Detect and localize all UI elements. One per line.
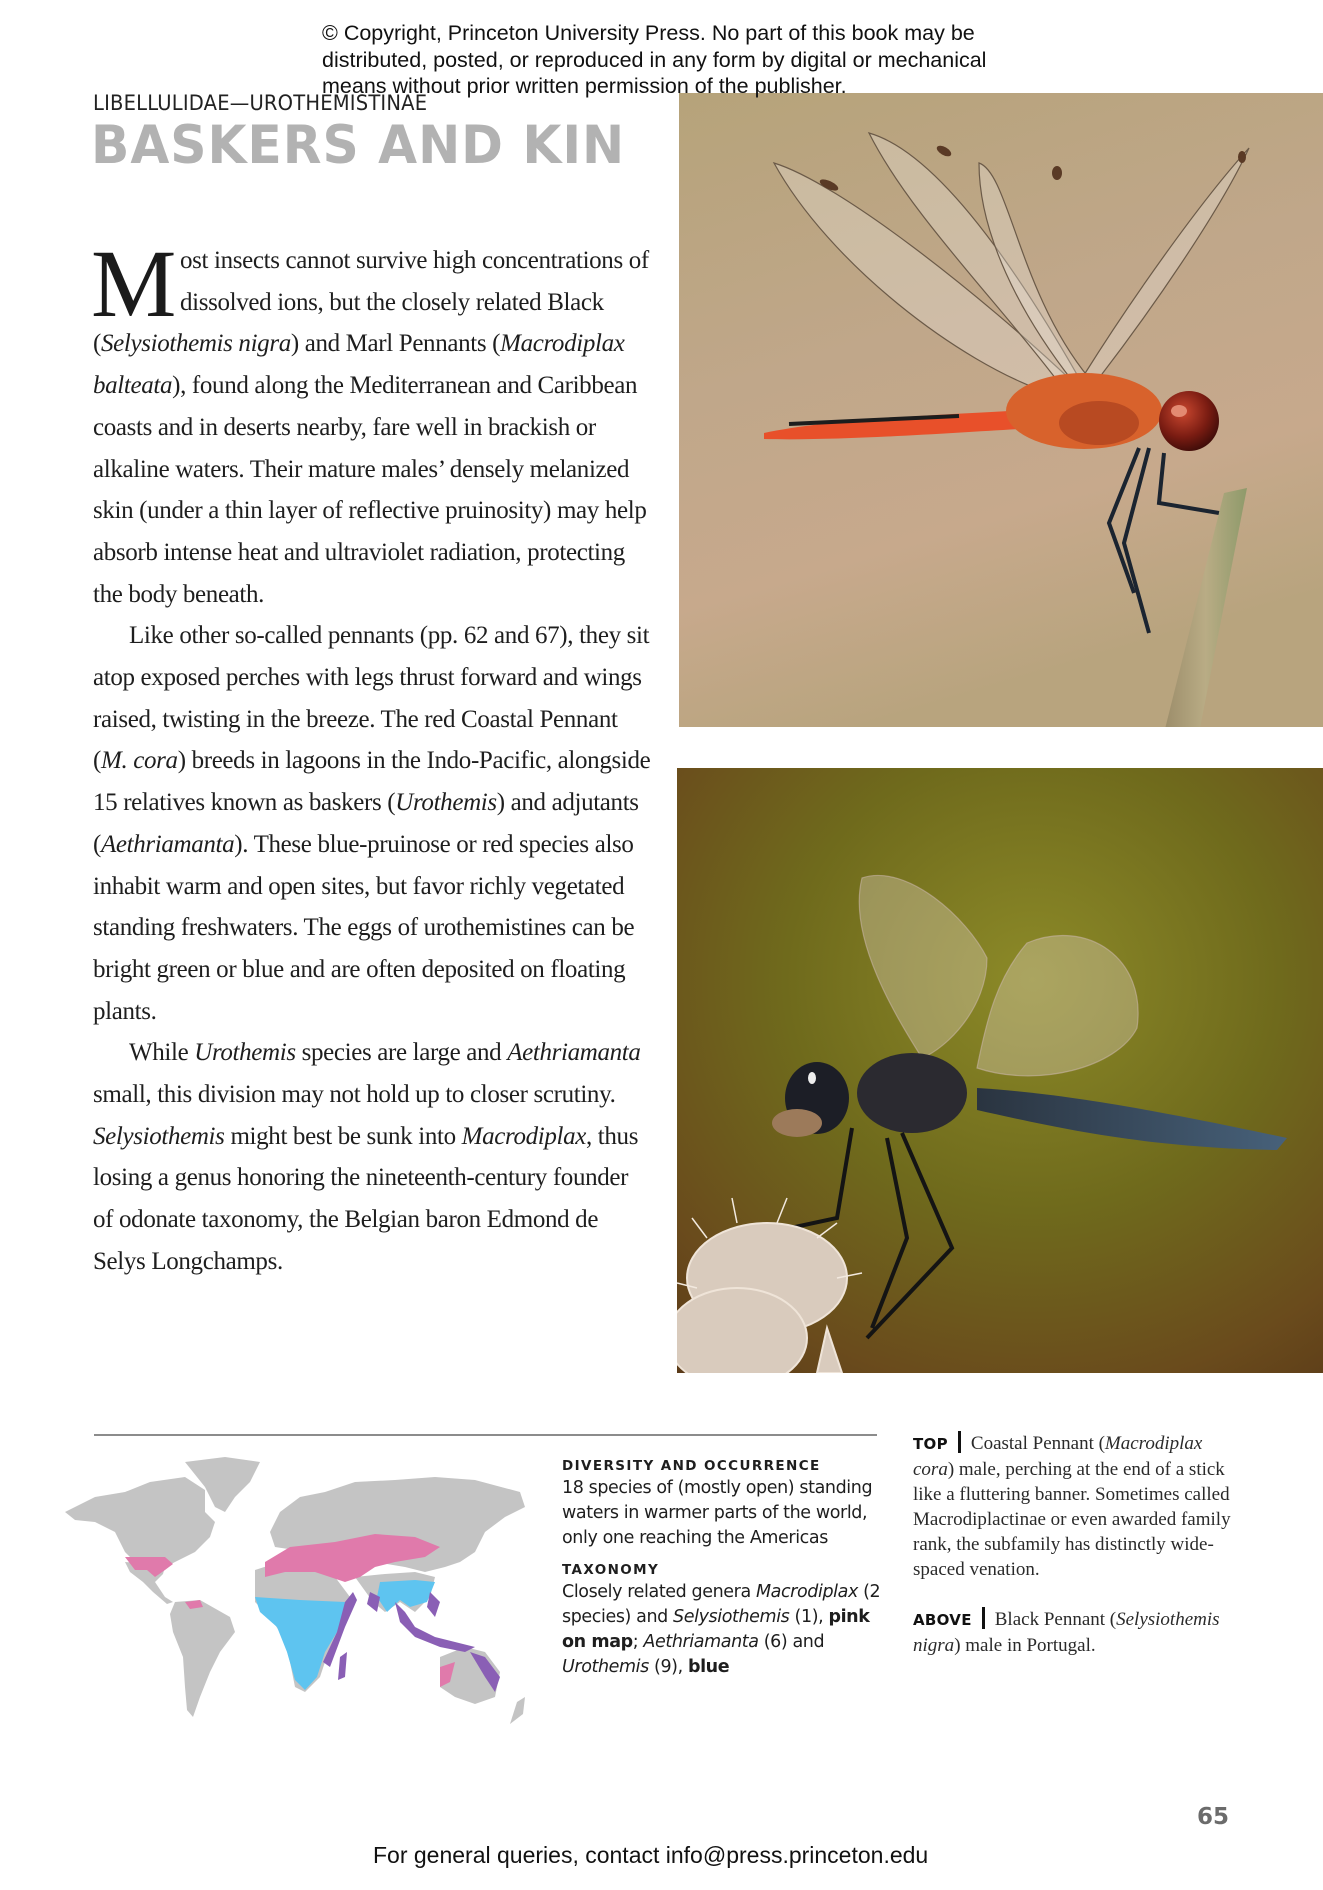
paragraph-1-text [91,230,649,608]
italic-run: Urothemis [562,1657,649,1677]
text-run: Black Pennant ( [994,1609,1117,1630]
italic-run: M. cora [100,747,178,775]
text-run: ) male, perching at the end of a stick like a fluttering banner. Sometimes called Macrodiplactinae or even awarded family rank, the subfamily has distinctly wide-spaced venation. [913,1459,1231,1580]
body-text [91,230,653,1283]
caption-divider-bar [958,1431,961,1453]
text-run: (2 species) and [562,1582,881,1627]
italic-run: Selysiothemis [673,1607,790,1627]
taxonomy-text [562,1580,892,1680]
copyright-line: distributed, posted, or reproduced in any form by digital or mechanical [322,47,987,72]
photo-captions [913,1431,1233,1658]
photo-black-pennant [677,768,1323,1373]
copyright-notice [322,20,1042,100]
bold-run: blue [687,1657,730,1677]
page-title: BASKERS AND KIN [91,115,626,176]
italic-run: Selysiothemis nigra [100,330,291,358]
text-run: ) male in Portugal. [954,1635,1096,1656]
italic-run: Aethriamanta [643,1632,759,1652]
text-run: ) and adjutants ( [93,789,639,858]
italic-run: Urothemis [194,1039,296,1067]
info-panel [562,1456,892,1680]
paragraph-2 [93,615,653,1032]
italic-run: Aethriamanta [507,1039,641,1067]
drop-cap: M [91,230,177,337]
text-run: (9), [648,1657,688,1677]
text-run: species are large and [295,1039,508,1067]
text-run: (1), [789,1607,829,1627]
text-run: ), found along the Mediterranean and Caribbean coasts and in deserts nearby, fare well in brackish or alkaline waters. Their mature males’ densely melanized skin (under a thin layer of reflective pruinosity) may help absorb intense heat and ultraviolet radiation, protecting the body beneath. [93,372,647,608]
text-run: Like other so-called pennants (pp. 62 and 67), they sit atop exposed perches with legs thrust forward and wings raised, twisting in the breeze. The red Coastal Pennant ( [93,622,650,775]
caption-top [913,1431,1233,1582]
diversity-heading: DIVERSITY AND OCCURRENCE [562,1458,821,1474]
italic-run: Macrodiplax [755,1582,858,1602]
text-run: Closely related genera [562,1582,756,1602]
italic-run: Macrodiplax balteata [93,330,625,400]
dragonfly-red-photo-icon [679,93,1323,727]
italic-run: Macrodiplax cora [913,1433,1203,1480]
italic-run: Selysiothemis [93,1122,225,1150]
text-run: ; [632,1632,644,1652]
text-run: Coastal Pennant ( [970,1433,1105,1454]
caption-above [913,1607,1233,1658]
caption-above-label: ABOVE [913,1611,972,1629]
paragraph-3 [93,1032,653,1282]
italic-run: Selysiothemis nigra [913,1609,1220,1656]
text-run: might best be sunk into [224,1122,462,1150]
section-kicker: LIBELLULIDAE—UROTHEMISTINAE [93,91,428,115]
text-run: ost insects cannot survive high concentrations of dissolved ions, but the closely related Black ( [93,247,649,358]
text-run: , thus losing a genus honoring the nineteenth-century founder of odonate taxonomy, the Belgian baron Edmond de Selys Longchamps. [93,1122,639,1275]
footer-contact: For general queries, contact info@press.princeton.edu [373,1842,929,1868]
section-divider [94,1434,877,1436]
distribution-map [55,1452,537,1727]
copyright-line: © Copyright, Princeton University Press. No part of this book may be [322,21,975,45]
caption-divider-bar [982,1607,985,1629]
page-number: 65 [1197,1804,1230,1830]
text-run: ) and Marl Pennants ( [290,330,501,358]
photo-coastal-pennant [679,93,1323,727]
text-run: ) breeds in lagoons in the Indo-Pacific, alongside 15 relatives known as baskers ( [93,747,651,817]
dragonfly-black-photo-icon [677,768,1323,1373]
bold-run: pink on map [562,1607,870,1652]
copyright-line: means without prior written permission of the publisher. [322,74,847,98]
text-run: small, this division may not hold up to closer scrutiny. [93,1081,616,1109]
taxonomy-heading: TAXONOMY [562,1562,660,1578]
caption-top-text [913,1433,1231,1580]
paragraph-1 [91,230,653,615]
text-run: (6) and [758,1632,825,1652]
italic-run: Urothemis [395,789,497,817]
italic-run: Aethriamanta [100,830,235,858]
world-map-icon [55,1452,537,1727]
text-run: While [129,1039,195,1067]
caption-top-label: TOP [913,1435,948,1453]
text-run: ). These blue-pruinose or red species also inhabit warm and open sites, but favor richly vegetated standing freshwaters. The eggs of urothemistines can be bright green or blue and are often deposited on floating plants. [93,830,635,1025]
italic-run: Macrodiplax [461,1122,586,1150]
diversity-text: 18 species of (mostly open) standing waters in warmer parts of the world, only one reaching the Americas [562,1478,873,1548]
